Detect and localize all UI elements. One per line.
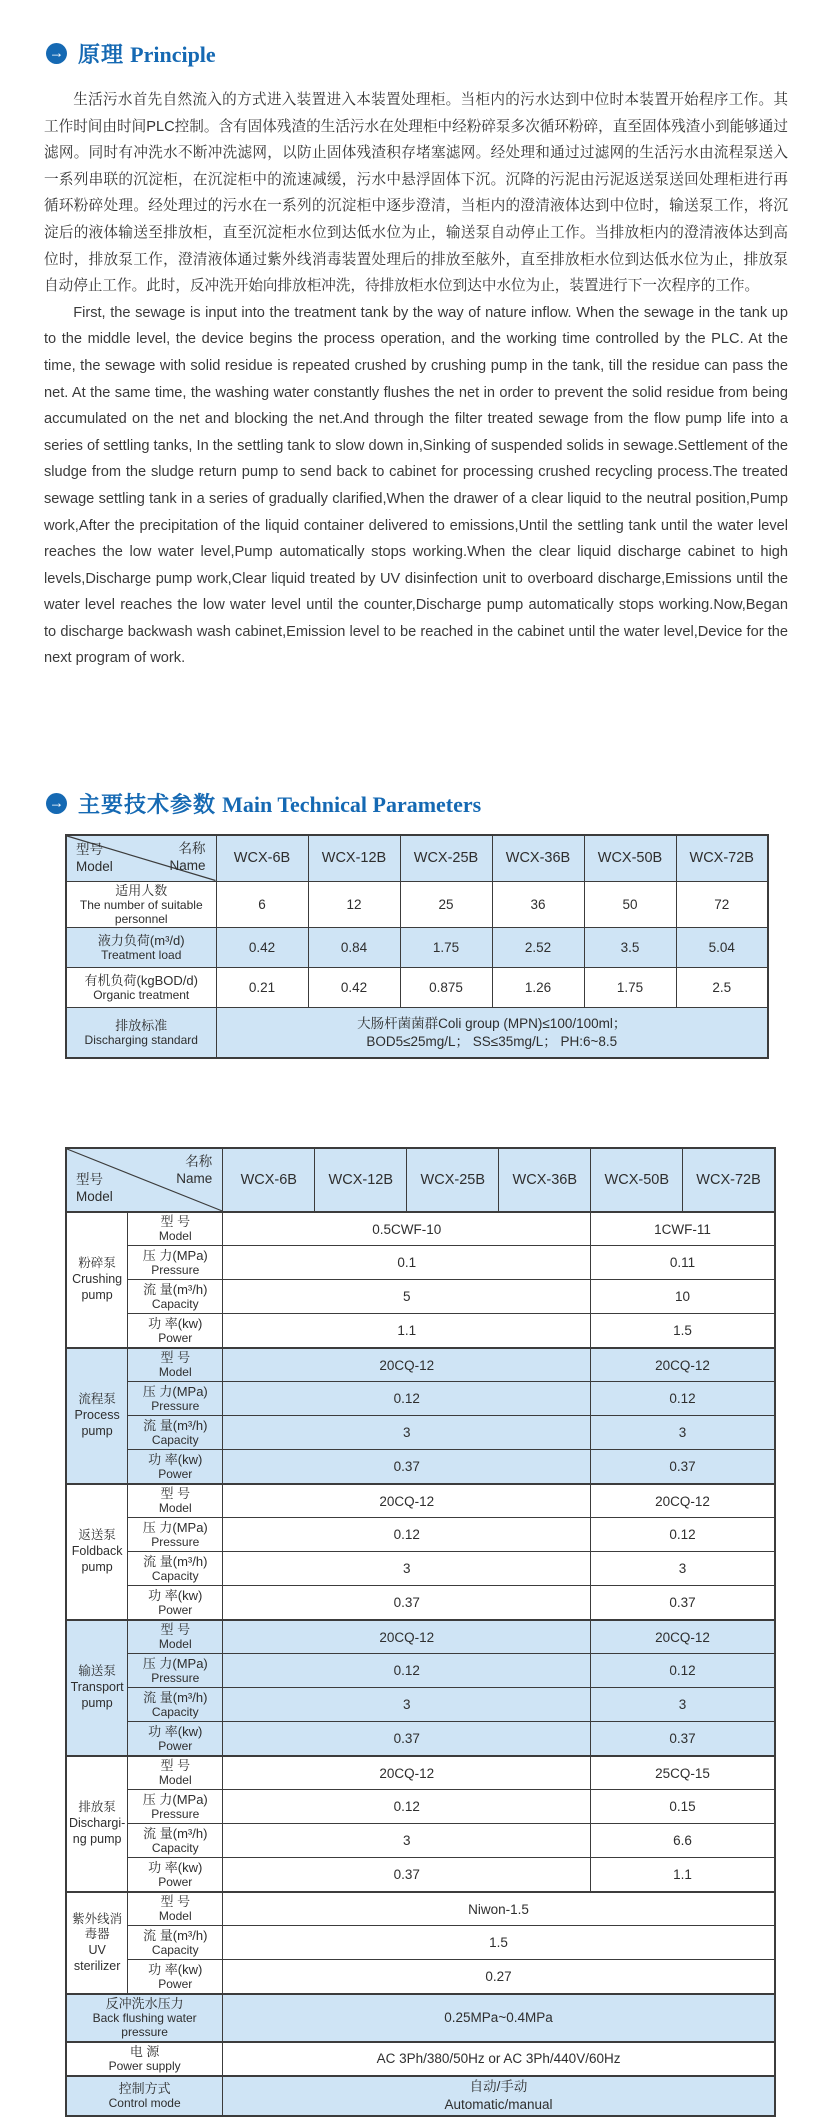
value-cell: 36 [492, 881, 584, 928]
row-label-zh: 功 率(kw) [148, 1587, 203, 1603]
row-label-en: Power [158, 1330, 193, 1345]
table-header-row [66, 1148, 775, 1212]
footer-row [66, 2076, 775, 2116]
pump-parameter-row [66, 1416, 775, 1450]
model-column-header: WCX-12B [308, 835, 400, 881]
pump-parameter-row [66, 1382, 775, 1416]
value-cell-small-models: 0.1 [223, 1246, 591, 1280]
arrow-bullet-icon [46, 793, 67, 814]
row-label-zh: 控制方式 [118, 2080, 171, 2096]
row-label [128, 1892, 223, 1926]
pump-parameter-row [66, 1212, 775, 1246]
parameters-title [78, 788, 481, 819]
row-label-zh: 功 率(kw) [148, 1315, 203, 1331]
value-cell-small-models: 0.37 [223, 1722, 591, 1756]
value-cell-large-models: 20CQ-12 [591, 1348, 775, 1382]
value-cell-small-models: 0.37 [223, 1858, 591, 1892]
parameters-header [46, 788, 788, 819]
pump-parameter-row [66, 1280, 775, 1314]
row-label-en: Pressure [151, 1263, 200, 1278]
value-cell: 0.875 [400, 968, 492, 1008]
row-label-zh: 压 力(MPa) [142, 1655, 208, 1671]
pump-parameter-row [66, 1688, 775, 1722]
row-label [128, 1416, 223, 1450]
value-cell-large-models: 3 [591, 1416, 775, 1450]
table-row [66, 968, 768, 1008]
principle-paragraph-chinese: 生活污水首先自然流入的方式进入装置进入本装置处理柜。当柜内的污水达到中位时本装置开始程序工作。其工作时间由时间PLC控制。含有固体残渣的生活污水在处理柜中经粉碎泵多次循环粉碎，直至固体残渣小到能够通过滤网。同时有冲洗水不断冲洗滤网，以防止固体残渣积存堵塞滤网。经处理和通过过滤网的生活污水由流程泵送入一系列串联的沉淀柜，在沉淀柜中的流速减缓，污水中悬浮固体下沉。沉降的污泥由污泥返送泵送回处理柜进行再循环粉碎处理。经处理过的污水在一系列的沉淀柜中逐步澄清，当柜内的澄清液体达到中位时，输送泵工作，将沉淀后的液体输送至排放柜，直至沉淀柜水位到达低水位为止，输送泵自动停止工作。当排放柜内的澄清液体达到高位时，排放泵工作，澄清液体通过紫外线消毒装置处理后的排放至舷外，直至排放柜水位到达低水位为止，排放泵自动停止工作。此时，反冲洗开始向排放柜冲洗，待排放柜水位到达中水位为止，装置进行下一次程序的工作。 [44, 92, 788, 295]
row-label-en: Pressure [151, 1399, 200, 1414]
row-label-zh: 型 号 [160, 1894, 191, 1910]
model-column-header: WCX-72B [676, 835, 768, 881]
pump-parameter-row [66, 1824, 775, 1858]
row-label-zh: 流 量(m³/h) [143, 1553, 208, 1569]
row-label-zh: 排放标准 [115, 1017, 168, 1033]
row-label-zh: 功 率(kw) [148, 1961, 203, 1977]
pump-parameter-row [66, 1620, 775, 1654]
value-cell: 50 [584, 881, 676, 928]
value-cell: 72 [676, 881, 768, 928]
corner-model-label: 型号 Model [76, 1172, 113, 1205]
row-label [128, 1858, 223, 1892]
arrow-bullet-icon [46, 43, 67, 64]
value-cell-large-models: 0.11 [591, 1246, 775, 1280]
value-cell-large-models: 1.1 [591, 1858, 775, 1892]
pump-group-label: 排放泵 Dischargi-ng pump [66, 1756, 128, 1892]
row-label [66, 928, 216, 968]
model-column-header: WCX-72B [683, 1148, 775, 1212]
row-label-en: Control mode [108, 2096, 181, 2111]
row-label [128, 1552, 223, 1586]
pump-parameter-row [66, 1926, 775, 1960]
arrow-glyph: → [49, 794, 64, 812]
pump-parameters-table [65, 1147, 776, 2117]
row-label-en: Treatment load [101, 948, 182, 963]
row-label [128, 1620, 223, 1654]
row-label-zh: 反冲洗水压力 [105, 1995, 184, 2011]
row-label-en: Power [158, 1466, 193, 1481]
pump-parameter-row [66, 1450, 775, 1484]
main-parameters-table-body [66, 835, 768, 1058]
corner-model-label: 型号 Model [76, 841, 113, 874]
model-column-header: WCX-25B [407, 1148, 499, 1212]
row-label-en: Pressure [151, 1535, 200, 1550]
parameters-title-en: Main Technical Parameters [222, 792, 482, 818]
row-label [66, 968, 216, 1008]
value-cell: 1.75 [400, 928, 492, 968]
row-label-en: Discharging standard [84, 1032, 198, 1047]
section-principle [44, 38, 788, 672]
value-cell: 0.21 [216, 968, 308, 1008]
row-label-zh: 功 率(kw) [148, 1859, 203, 1875]
value-cell: 5.04 [676, 928, 768, 968]
model-column-header: WCX-12B [315, 1148, 407, 1212]
pump-group-label: 流程泵 Process pump [66, 1348, 128, 1484]
row-label-zh: 适用人数 [115, 882, 168, 898]
value-cell-small-models: 0.37 [223, 1586, 591, 1620]
corner-name-label: 名称 Name [176, 1153, 213, 1186]
row-label-en: Model [158, 1501, 192, 1516]
value-cell: 1.75 [584, 968, 676, 1008]
row-label [128, 1484, 223, 1518]
pump-group-label: 粉碎泵 Crushing pump [66, 1212, 128, 1348]
row-label [128, 1960, 223, 1994]
table-header-row [66, 835, 768, 881]
pump-parameter-row [66, 1654, 775, 1688]
value-cell-small-models: 3 [223, 1688, 591, 1722]
value-cell-small-models: 5 [223, 1280, 591, 1314]
footer-value-cell: 自动/手动 Automatic/manual [223, 2076, 775, 2116]
row-label-en: Power [158, 1602, 193, 1617]
row-label [128, 1824, 223, 1858]
row-label-zh: 压 力(MPa) [142, 1791, 208, 1807]
table-row [66, 1008, 768, 1058]
pump-parameter-row [66, 1246, 775, 1280]
pump-parameter-row [66, 1960, 775, 1994]
value-cell-small-models: 1.1 [223, 1314, 591, 1348]
value-cell-large-models: 0.15 [591, 1790, 775, 1824]
value-cell-large-models: 6.6 [591, 1824, 775, 1858]
value-cell: 0.42 [216, 928, 308, 968]
row-label [66, 2076, 223, 2116]
pump-parameter-row [66, 1314, 775, 1348]
pump-parameter-row [66, 1892, 775, 1926]
value-cell: 3.5 [584, 928, 676, 968]
row-label [66, 2042, 223, 2076]
pump-parameter-row [66, 1484, 775, 1518]
model-column-header: WCX-36B [499, 1148, 591, 1212]
pump-parameters-table-body [66, 1148, 775, 2116]
value-cell-large-models: 20CQ-12 [591, 1484, 775, 1518]
value-cell-large-models: 0.12 [591, 1654, 775, 1688]
pump-parameter-row [66, 1858, 775, 1892]
value-cell-large-models: 0.12 [591, 1518, 775, 1552]
row-label [128, 1348, 223, 1382]
value-cell-large-models: 0.37 [591, 1722, 775, 1756]
value-cell: 2.5 [676, 968, 768, 1008]
row-label [128, 1280, 223, 1314]
value-cell-small-models: 0.12 [223, 1654, 591, 1688]
value-cell-large-models: 1CWF-11 [591, 1212, 775, 1246]
footer-row [66, 1994, 775, 2042]
value-cell-large-models: 1.5 [591, 1314, 775, 1348]
value-cell-small-models: 3 [223, 1824, 591, 1858]
value-cell-small-models: 0.37 [223, 1450, 591, 1484]
row-label-zh: 型 号 [160, 1350, 191, 1366]
value-cell: 2.52 [492, 928, 584, 968]
row-label [66, 1008, 216, 1058]
row-label-zh: 型 号 [160, 1758, 191, 1774]
row-label-en: Capacity [151, 1705, 199, 1720]
arrow-glyph: → [49, 44, 64, 62]
row-label-zh: 流 量(m³/h) [143, 1417, 208, 1433]
row-label-zh: 功 率(kw) [148, 1451, 203, 1467]
corner-name-label: 名称 Name [169, 841, 206, 873]
row-label-en: The number of suitable personnel [79, 897, 203, 926]
value-cell-small-models: 0.12 [223, 1518, 591, 1552]
value-cell-full: 1.5 [223, 1926, 775, 1960]
value-cell-small-models: 0.5CWF-10 [223, 1212, 591, 1246]
value-cell-small-models: 0.12 [223, 1382, 591, 1416]
row-label-en: Capacity [151, 1943, 199, 1958]
value-cell-small-models: 20CQ-12 [223, 1484, 591, 1518]
value-cell-small-models: 3 [223, 1552, 591, 1586]
row-label-zh: 有机负荷(kgBOD/d) [84, 972, 198, 988]
main-parameters-table [65, 834, 769, 1059]
model-column-header: WCX-36B [492, 835, 584, 881]
value-cell-large-models: 0.37 [591, 1586, 775, 1620]
value-cell-small-models: 20CQ-12 [223, 1756, 591, 1790]
pump-group-label: 紫外线消毒器 UV sterilizer [66, 1892, 128, 1994]
row-label-en: Capacity [151, 1841, 199, 1856]
row-label-en: Model [158, 1365, 192, 1380]
model-column-header: WCX-25B [400, 835, 492, 881]
value-cell-large-models: 3 [591, 1552, 775, 1586]
footer-value-cell: AC 3Ph/380/50Hz or AC 3Ph/440V/60Hz [223, 2042, 775, 2076]
principle-title [78, 38, 216, 69]
row-label-zh: 型 号 [160, 1214, 191, 1230]
value-cell-small-models: 20CQ-12 [223, 1348, 591, 1382]
value-cell: 0.42 [308, 968, 400, 1008]
principle-title-zh: 原理 [78, 42, 125, 67]
row-label-zh: 液力负荷(m³/d) [97, 932, 185, 948]
table-row [66, 881, 768, 928]
row-label-zh: 型 号 [160, 1486, 191, 1502]
row-label [128, 1314, 223, 1348]
principle-header [46, 38, 788, 69]
corner-cell-model-name [66, 1148, 223, 1212]
row-label [128, 1246, 223, 1280]
row-label [128, 1212, 223, 1246]
parameters-title-zh: 主要技术参数 [78, 792, 217, 818]
pump-parameter-row [66, 1756, 775, 1790]
value-cell-large-models: 0.12 [591, 1382, 775, 1416]
row-label [128, 1926, 223, 1960]
value-cell: 25 [400, 881, 492, 928]
footer-row [66, 2042, 775, 2076]
pump-parameter-row [66, 1722, 775, 1756]
row-label-en: Pressure [151, 1671, 200, 1686]
row-label [128, 1518, 223, 1552]
row-label-en: Model [158, 1909, 192, 1924]
row-label [128, 1450, 223, 1484]
value-cell: 0.84 [308, 928, 400, 968]
pump-parameter-row [66, 1552, 775, 1586]
discharging-standard-cell: 大肠杆菌菌群Coli group (MPN)≤100/100ml； BOD5≤25mg/L； SS≤35mg/L； PH:6~8.5 [216, 1008, 768, 1058]
row-label [128, 1756, 223, 1790]
row-label-en: Power supply [108, 2059, 181, 2073]
row-label [128, 1722, 223, 1756]
row-label-en: Power [158, 1874, 193, 1889]
row-label-zh: 功 率(kw) [148, 1723, 203, 1739]
row-label-en: Model [158, 1229, 192, 1244]
row-label-en: Power [158, 1738, 193, 1753]
value-cell-small-models: 20CQ-12 [223, 1620, 591, 1654]
row-label-en: Capacity [151, 1297, 199, 1312]
model-column-header: WCX-6B [223, 1148, 315, 1212]
corner-cell-model-name [66, 835, 216, 881]
section-parameters [44, 788, 788, 2117]
value-cell: 12 [308, 881, 400, 928]
value-cell-small-models: 3 [223, 1416, 591, 1450]
row-label-en: Capacity [151, 1433, 199, 1448]
value-cell-large-models: 10 [591, 1280, 775, 1314]
row-label-zh: 型 号 [160, 1622, 191, 1638]
row-label-zh: 压 力(MPa) [142, 1519, 208, 1535]
model-column-header: WCX-6B [216, 835, 308, 881]
row-label [66, 881, 216, 928]
pump-parameter-row [66, 1348, 775, 1382]
pump-group-label: 输送泵 Transport pump [66, 1620, 128, 1756]
value-cell-large-models: 25CQ-15 [591, 1756, 775, 1790]
value-cell-small-models: 0.12 [223, 1790, 591, 1824]
pump-group-label: 返送泵 Foldback pump [66, 1484, 128, 1620]
principle-paragraph-english: First, the sewage is input into the treatment tank by the way of nature inflow. When the sewage in the tank up to the middle level, the device begins the process operation, and the working time controlled by the PLC. At the time, the sewage with solid residue is repeated crushed by crushing pump in the tank, till the residue can pass the net. At the same time, the washing water constantly flushes the net in order to prevent the solid residue from being accumulated on the net and blocking the net.And through the filter treated sewage from the flow pump life into a series of settling tanks, In the settling tank to slow down in,Sinking of suspended solids in sewage.Settlement of the sludge from the sludge return pump to send back to cabinet for processing crushed recycling process.The treated sewage settling tank in a series of gradually clarified,When the drawer of a clear liquid to the neutral position,Pump work,After the precipitation of the liquid container delivered to emissions,Until the settling tank until the water level reaches the low water level,Pump automatically stops working.When the clear liquid discharge cabinet to high levels,Discharge pump work,Clear liquid treated by UV disinfection unit to overboard discharge,Emissions until the water level reaches the low water level until the counter,Discharge pump automatically stops working.Now,Began to discharge backwash wash cabinet,Emission level to be reached in the cabinet until the water level,Device for the next program of work. [44, 304, 788, 667]
row-label [128, 1654, 223, 1688]
model-column-header: WCX-50B [584, 835, 676, 881]
value-cell: 1.26 [492, 968, 584, 1008]
row-label-en: Pressure [151, 1807, 200, 1822]
value-cell: 6 [216, 881, 308, 928]
row-label-zh: 压 力(MPa) [142, 1247, 208, 1263]
row-label-en: Model [158, 1637, 192, 1652]
row-label [128, 1382, 223, 1416]
row-label-zh: 流 量(m³/h) [143, 1689, 208, 1705]
principle-title-en: Principle [130, 42, 216, 67]
value-cell-full: 0.27 [223, 1960, 775, 1994]
row-label-zh: 流 量(m³/h) [143, 1281, 208, 1297]
row-label [128, 1688, 223, 1722]
row-label-en: Power [158, 1976, 193, 1991]
row-label-zh: 压 力(MPa) [142, 1383, 208, 1399]
row-label [128, 1790, 223, 1824]
value-cell-large-models: 20CQ-12 [591, 1620, 775, 1654]
value-cell-full: Niwon-1.5 [223, 1892, 775, 1926]
row-label-en: Model [158, 1773, 192, 1788]
model-column-header: WCX-50B [591, 1148, 683, 1212]
footer-value-cell: 0.25MPa~0.4MPa [223, 1994, 775, 2042]
row-label-zh: 流 量(m³/h) [143, 1927, 208, 1943]
value-cell-large-models: 0.37 [591, 1450, 775, 1484]
pump-parameter-row [66, 1586, 775, 1620]
row-label [128, 1586, 223, 1620]
pump-parameter-row [66, 1790, 775, 1824]
table-row [66, 928, 768, 968]
row-label-en: Capacity [151, 1569, 199, 1584]
row-label-en: Back flushing water pressure [92, 2011, 197, 2039]
row-label-zh: 电 源 [129, 2043, 160, 2059]
row-label [66, 1994, 223, 2042]
value-cell-large-models: 3 [591, 1688, 775, 1722]
row-label-en: Organic treatment [93, 988, 190, 1003]
pump-parameter-row [66, 1518, 775, 1552]
row-label-zh: 流 量(m³/h) [143, 1825, 208, 1841]
